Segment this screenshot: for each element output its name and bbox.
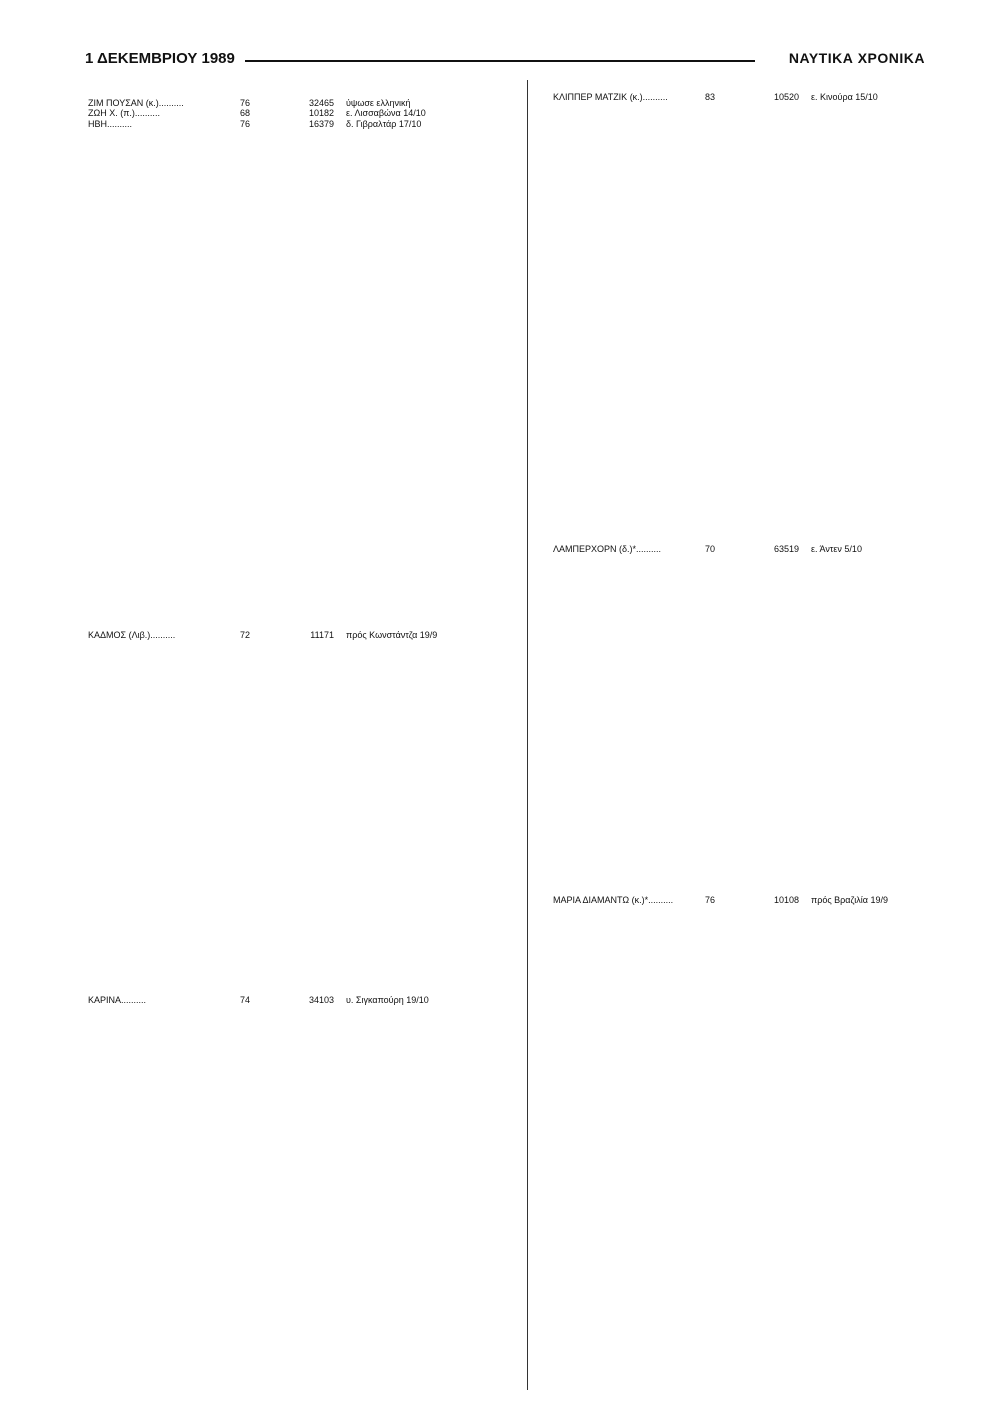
- tonnage: 10108: [773, 895, 799, 905]
- ship-row: [88, 630, 488, 640]
- header-rule: [245, 60, 755, 62]
- ship-row: [553, 544, 953, 554]
- ship-name: ΖΩΗ Χ. (π.)..........: [88, 108, 160, 119]
- tonnage: 11171: [310, 630, 334, 640]
- build-year: 68: [240, 108, 251, 119]
- tonnage: 10520: [773, 92, 799, 102]
- column-divider: [527, 80, 528, 1390]
- ship-block: [88, 98, 488, 129]
- ship-name: ΚΛΙΠΠΕΡ ΜΑΤΖΙΚ (κ.)..........: [553, 92, 668, 102]
- tonnage: 34103: [308, 995, 334, 1005]
- publication-title: ΝΑΥΤΙΚΑ ΧΡΟΝΙΚΑ: [788, 50, 925, 66]
- ship-position: πρός Βραζιλία 19/9: [811, 895, 889, 905]
- ship-block: [553, 895, 953, 905]
- ship-row: [553, 92, 953, 102]
- ship-block: [553, 544, 953, 554]
- ship-row: [88, 98, 488, 108]
- tonnage: 63519: [773, 544, 799, 554]
- build-year: 76: [240, 98, 251, 108]
- ship-position: υ. Σιγκαπούρη 19/10: [346, 995, 429, 1005]
- build-year: 76: [240, 118, 251, 129]
- tonnage: 10182: [308, 108, 334, 119]
- ship-name: ΚΑΡΙΝΑ..........: [88, 995, 147, 1005]
- ship-position: ε. Λισσαβώνα 14/10: [346, 108, 426, 119]
- ship-block: [553, 92, 953, 102]
- ship-name: ΗΒΗ..........: [88, 118, 133, 129]
- ship-row: [88, 995, 488, 1005]
- tonnage: 16379: [308, 118, 334, 129]
- ship-position: ε. Άντεν 5/10: [811, 544, 862, 554]
- ship-block: [88, 630, 488, 640]
- ship-position: ε. Κινούρα 15/10: [811, 92, 878, 102]
- build-year: 83: [705, 92, 716, 102]
- build-year: 76: [705, 895, 716, 905]
- ship-row: [553, 895, 953, 905]
- ship-name: ΖΙΜ ΠΟΥΣΑΝ (κ.)..........: [88, 98, 184, 108]
- ship-name: ΜΑΡΙΑ ΔΙΑΜΑΝΤΩ (κ.)*..........: [553, 895, 674, 905]
- ship-row: [88, 108, 488, 118]
- page-date: 1 ΔΕΚΕΜΒΡΙΟΥ 1989: [85, 50, 235, 67]
- ship-position: ύψωσε ελληνική: [346, 98, 411, 108]
- ship-position: πρός Κωνστάντζα 19/9: [346, 630, 438, 640]
- build-year: 72: [240, 630, 251, 640]
- build-year: 70: [705, 544, 716, 554]
- ship-name: ΛΑΜΠΕΡΧΟΡΝ (δ.)*..........: [553, 544, 662, 554]
- ship-block: [88, 995, 488, 1005]
- ship-row: [88, 119, 488, 129]
- ship-position: δ. Γιβραλτάρ 17/10: [346, 118, 422, 129]
- build-year: 74: [240, 995, 251, 1005]
- page-header: [85, 50, 925, 72]
- ship-name: ΚΑΔΜΟΣ (Λιβ.)..........: [88, 630, 176, 640]
- tonnage: 32465: [308, 98, 334, 108]
